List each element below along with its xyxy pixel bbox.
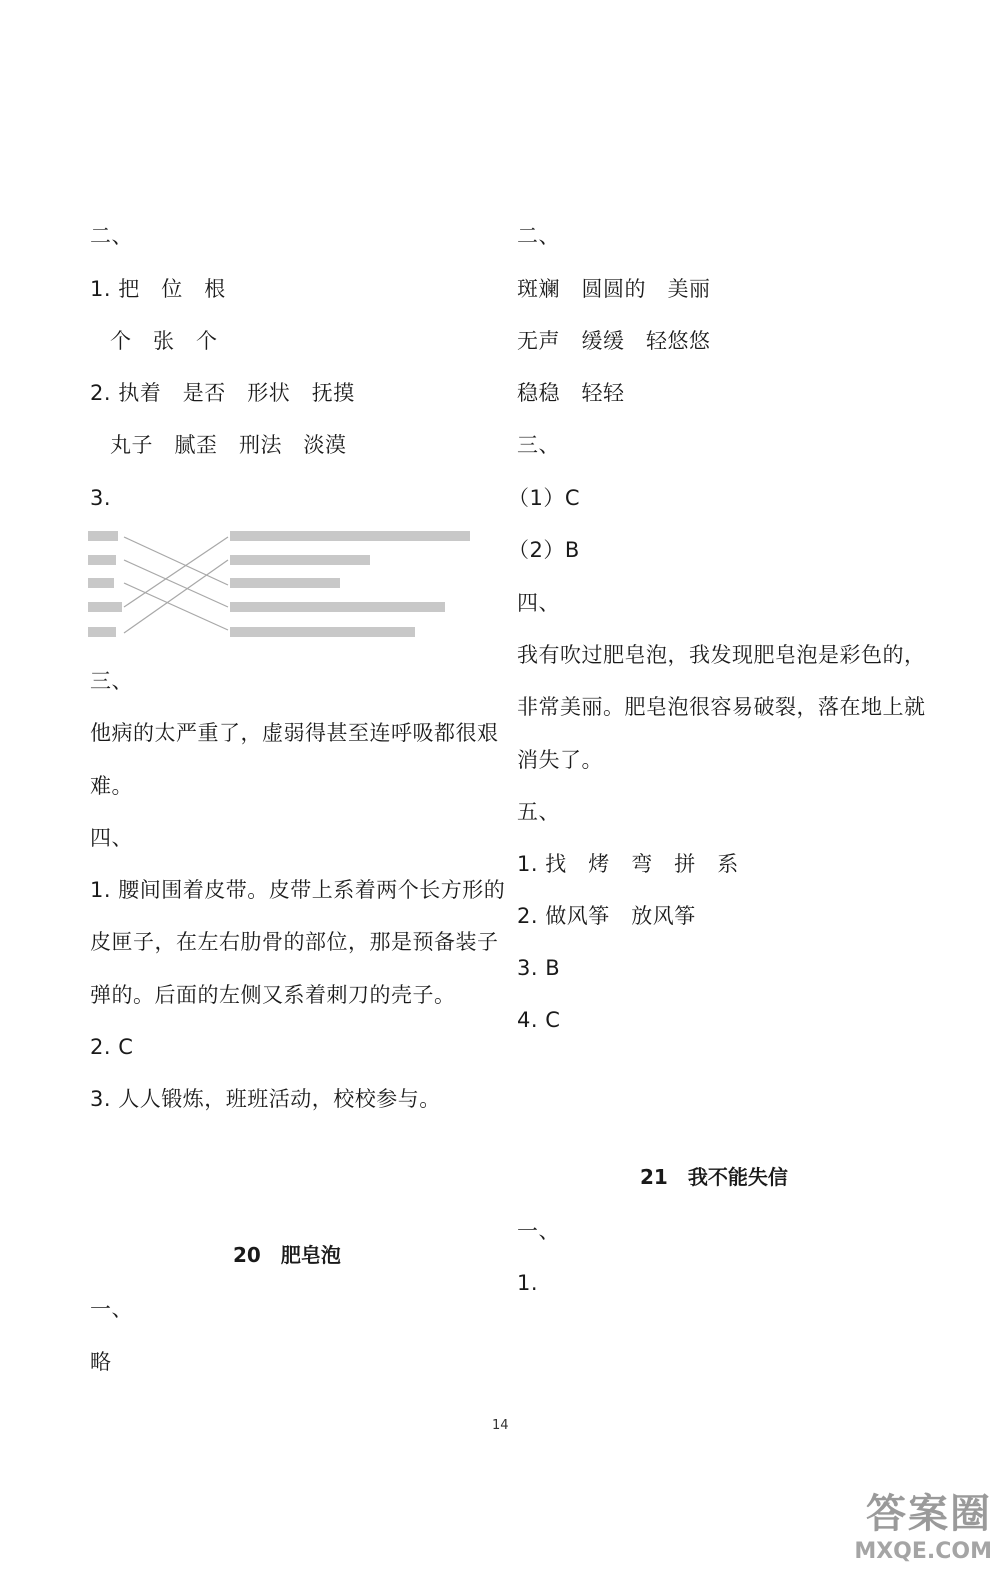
left-answer-3b: 难。 — [90, 774, 133, 798]
left-answer-3a: 他病的太严重了，虚弱得甚至连呼吸都很艰 — [90, 721, 499, 745]
lesson-21-answer-1: 1. — [517, 1271, 539, 1295]
right-answer-2a: 斑斓 圆圆的 美丽 — [517, 277, 711, 301]
right-answer-4a: 我有吹过肥皂泡，我发现肥皂泡是彩色的， — [517, 643, 926, 667]
left-section-3-heading: 三、 — [90, 669, 133, 693]
right-section-5-heading: 五、 — [517, 800, 560, 824]
right-section-2-heading: 二、 — [517, 224, 560, 248]
left-answer-2-1a: 1. 把 位 根 — [90, 277, 226, 301]
matching-lines — [88, 525, 488, 650]
left-answer-4-1a: 1. 腰间围着皮带。皮带上系着两个长方形的 — [90, 878, 506, 902]
right-answer-3-1: （1）C — [508, 486, 581, 510]
left-answer-2-2a: 2. 执着 是否 形状 抚摸 — [90, 381, 355, 405]
right-answer-2c: 稳稳 轻轻 — [517, 381, 625, 405]
lesson-20-section-1-heading: 一、 — [90, 1297, 133, 1321]
lesson-20-title: 20 肥皂泡 — [233, 1243, 341, 1267]
left-answer-4-2: 2. C — [90, 1035, 134, 1059]
right-answer-2b: 无声 缓缓 轻悠悠 — [517, 329, 711, 353]
left-answer-4-3: 3. 人人锻炼，班班活动，校校参与。 — [90, 1087, 441, 1111]
right-answer-3-2: （2）B — [508, 538, 580, 562]
left-answer-2-2b: 丸子 腻歪 刑法 淡漠 — [110, 433, 347, 457]
right-answer-5-4: 4. C — [517, 1008, 561, 1032]
left-answer-4-1c: 弹的。后面的左侧又系着刺刀的壳子。 — [90, 983, 456, 1007]
right-answer-5-3: 3. B — [517, 956, 561, 980]
right-section-4-heading: 四、 — [517, 591, 560, 615]
page-number: 14 — [492, 1418, 509, 1433]
right-answer-4b: 非常美丽。肥皂泡很容易破裂，落在地上就 — [517, 695, 926, 719]
right-answer-5-1: 1. 找 烤 弯 拼 系 — [517, 852, 739, 876]
lesson-20-answer-1: 略 — [90, 1350, 112, 1374]
left-section-2-heading: 二、 — [90, 224, 133, 248]
left-answer-2-1b: 个 张 个 — [110, 329, 218, 353]
lesson-21-section-1-heading: 一、 — [517, 1219, 560, 1243]
watermark-url: MXQE.COM — [854, 1539, 992, 1564]
right-answer-5-2: 2. 做风筝 放风筝 — [517, 904, 696, 928]
lesson-21-title: 21 我不能失信 — [640, 1165, 788, 1189]
watermark-logo: 答案圈 — [866, 1491, 992, 1537]
left-answer-2-3: 3. — [90, 486, 112, 510]
matching-diagram — [88, 525, 488, 650]
left-section-4-heading: 四、 — [90, 826, 133, 850]
right-section-3-heading: 三、 — [517, 433, 560, 457]
left-answer-4-1b: 皮匣子，在左右肋骨的部位，那是预备装子 — [90, 930, 499, 954]
right-answer-4c: 消失了。 — [517, 748, 603, 772]
site-watermark — [854, 1482, 992, 1564]
